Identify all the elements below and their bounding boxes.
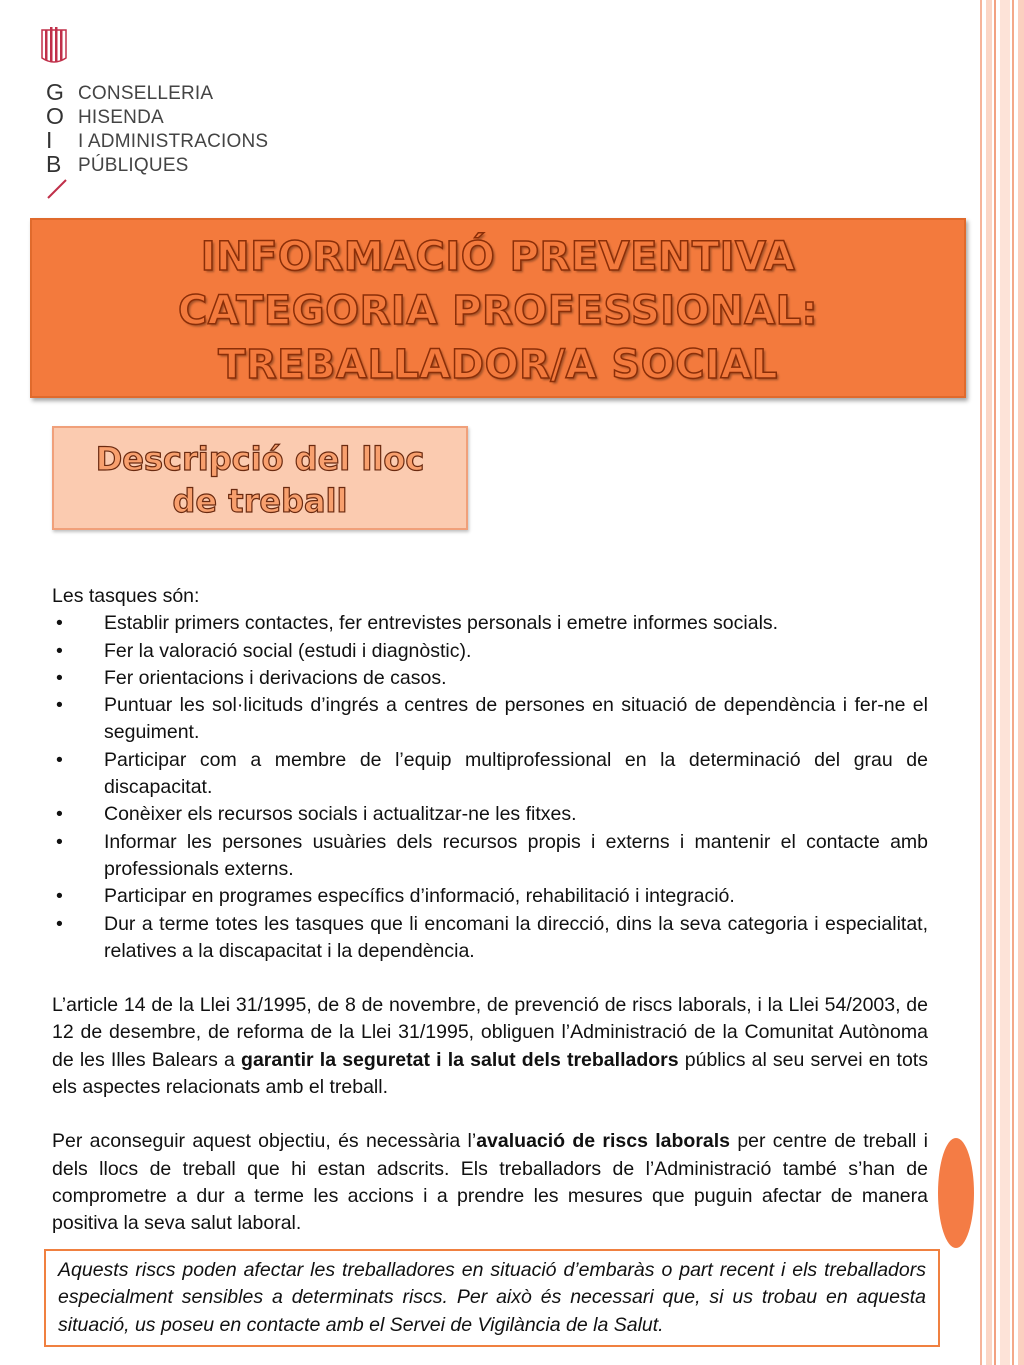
balearic-coat-of-arms-icon	[40, 24, 68, 66]
title-banner	[30, 218, 966, 398]
task-text: Fer orientacions i derivacions de casos.	[104, 666, 447, 689]
logo-letter: B	[46, 151, 62, 177]
title-line: TREBALLADOR/A SOCIAL	[218, 342, 778, 388]
task-text: Establir primers contactes, fer entrevistes personals i emetre informes socials.	[104, 612, 779, 635]
legal-emphasis: garantir la seguretat i la salut dels treballadors	[241, 1048, 679, 1071]
goib-letters	[46, 80, 72, 176]
warning-note-text: Aquests riscs poden afectar les treballadores en situació d’embaràs o part recent i els treballadors especialment sensibles a determinats riscs. Per això és necessari que, si us trobau en aquesta situació, us poseu en contacte amb el Servei de Vigilància de la Salut.	[58, 1259, 926, 1336]
list-item	[52, 883, 928, 910]
decorative-side-stripes	[980, 0, 1024, 1365]
tasks-list	[52, 610, 928, 965]
list-item	[52, 638, 928, 665]
bullet-icon: •	[56, 885, 63, 908]
bullet-icon: •	[56, 830, 63, 853]
legal-paragraph	[52, 992, 928, 1101]
section-heading-box	[52, 426, 468, 530]
objective-emphasis: avaluació de riscs laborals	[476, 1130, 731, 1153]
task-text: Participar en programes específics d’informació, rehabilitació i integració.	[104, 885, 735, 908]
bullet-icon: •	[56, 912, 63, 935]
task-text: Dur a terme totes les tasques que li encomani la direcció, dins la seva categoria i especialitat, relatives a la discapacitat i la dependència.	[104, 912, 928, 962]
logo-letter: O	[46, 103, 64, 129]
list-item	[52, 692, 928, 747]
bullet-icon: •	[56, 694, 63, 717]
objective-paragraph	[52, 1128, 928, 1237]
main-content	[52, 583, 928, 1238]
list-item	[52, 801, 928, 828]
bullet-icon: •	[56, 748, 63, 771]
department-line: PÚBLIQUES	[78, 155, 189, 176]
department-line: CONSELLERIA	[78, 83, 214, 104]
bullet-icon: •	[56, 803, 63, 826]
objective-text: Per aconseguir aquest objectiu, és necessària l’	[52, 1130, 477, 1153]
task-text: Conèixer els recursos socials i actualitzar-ne les fitxes.	[104, 803, 577, 826]
title-line: CATEGORIA PROFESSIONAL:	[177, 288, 819, 334]
title-line: INFORMACIÓ PREVENTIVA	[200, 234, 796, 280]
objective-text: per centre de treball i dels llocs de treball que hi estan adscrits. Els treballadors de l’Administració també s’han de comprometre a dur a terme les accions i a prendre les mesures que puguin afectar de manera positiva la seva salut laboral.	[52, 1130, 928, 1235]
department-line: I ADMINISTRACIONS	[78, 131, 269, 152]
bullet-icon: •	[56, 612, 63, 635]
bullet-icon: •	[56, 666, 63, 689]
department-line: HISENDA	[78, 107, 164, 128]
department-name	[78, 82, 268, 178]
tasks-intro: Les tasques són:	[52, 585, 200, 607]
task-text: Fer la valoració social (estudi i diagnòstic).	[104, 639, 472, 662]
list-item	[52, 829, 928, 884]
logo-letter: I	[46, 127, 53, 153]
task-text: Participar com a membre de l’equip multiprofessional en la determinació del grau de discapacitat.	[104, 748, 928, 799]
decorative-oval	[938, 1138, 974, 1248]
section-heading-line: de treball	[172, 482, 348, 520]
list-item	[52, 665, 928, 692]
slash-icon	[46, 178, 68, 200]
list-item	[52, 911, 928, 966]
legal-text: L’article 14 de la Llei 31/1995, de 8 de novembre, de prevenció de riscs laborals, i la Llei 54/2003, de 12 de desembre, de reforma de la Llei 31/1995, obliguen l’Administració de la Comunitat Autònoma de les Illes Balears a	[52, 994, 928, 1071]
legal-text: públics al seu servei en tots els aspectes relacionats amb el treball.	[52, 1048, 928, 1099]
list-item	[52, 610, 928, 637]
logo-letter: G	[46, 79, 64, 105]
list-item	[52, 747, 928, 802]
section-heading-line: Descripció del lloc	[95, 440, 425, 478]
task-text: Puntuar les sol·licituds d’ingrés a centres de persones en situació de dependència i fer-ne el seguiment.	[104, 694, 928, 744]
warning-note-box	[44, 1249, 940, 1347]
task-text: Informar les persones usuàries dels recursos propis i externs i mantenir el contacte amb professionals externs.	[104, 830, 928, 880]
bullet-icon: •	[56, 639, 63, 662]
